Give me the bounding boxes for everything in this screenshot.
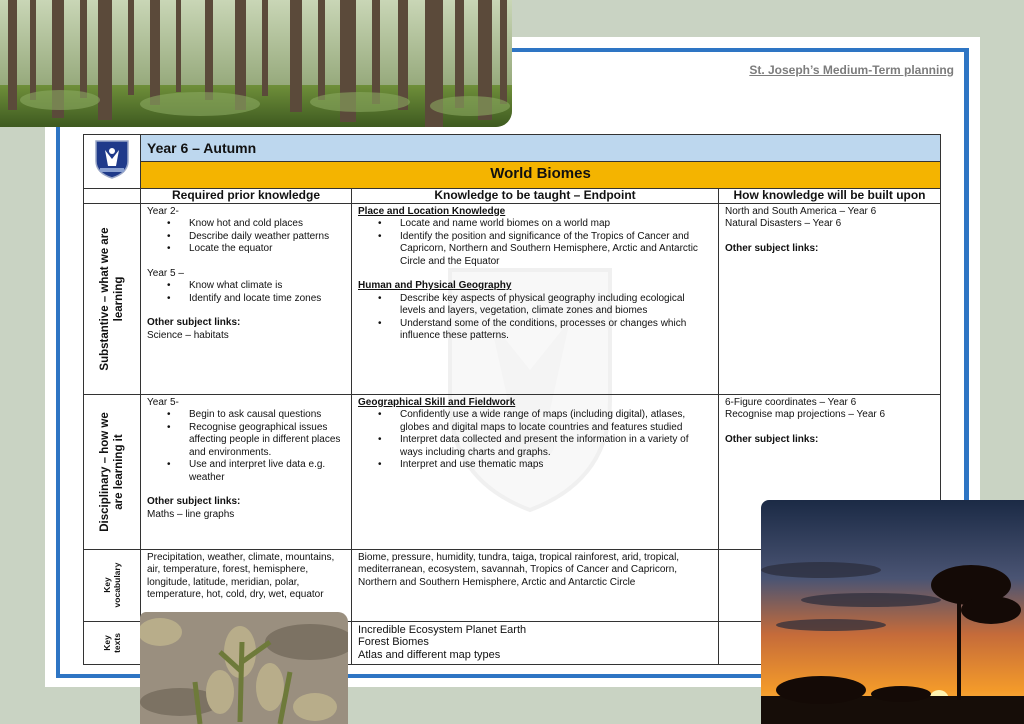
- substantive-taught-cell: Place and Location Knowledge • Locate and name world biomes on a world map • Identify the position and significance of the Tropics of Cancer and Capricorn, Northern and Southern Hemisphere, Arctic and Antarctic Circle and the Equator Human and Physical Geography • Describe key aspects of physical geography including ecological levels and layers, vegetation, climate zones and biomes • Understand some of the conditions, processes or changes which influence these patterns.: [352, 203, 719, 394]
- column-header-prior: Required prior knowledge: [141, 188, 352, 203]
- list-item: Incredible Ecosystem Planet Earth: [358, 623, 527, 636]
- list-item: • Know hot and cold places: [147, 218, 345, 231]
- list-item: • Interpret data collected and present the information in a variety of ways including charts and graphs.: [358, 434, 712, 459]
- list-item: • Locate the equator: [147, 243, 345, 256]
- document-header-title: St. Joseph’s Medium-Term planning: [749, 63, 954, 77]
- list-item: • Understand some of the conditions, processes or changes which influence these patterns.: [358, 318, 712, 343]
- substantive-prior-cell: Year 2- • Know hot and cold places • Describe daily weather patterns • Locate the equator Year 5 – • Know what climate is • Identify and locate time zones Other subject links: Science – habitats: [141, 203, 352, 394]
- substantive-built-cell: North and South America – Year 6 Natural Disasters – Year 6 Other subject links:: [719, 203, 941, 394]
- list-item: • Identify the position and significance of the Tropics of Cancer and Capricorn, Northern and Southern Hemisphere, Arctic and Antarctic Circle and the Equator: [358, 231, 712, 269]
- list-item: • Begin to ask causal questions: [147, 409, 345, 422]
- row-header-substantive: Substantive – what we are learning: [84, 203, 141, 394]
- list-item: • Describe key aspects of physical geography including ecological levels and layers, vegetation, climate zones and biomes: [358, 293, 712, 318]
- column-header-taught: Knowledge to be taught – Endpoint: [352, 188, 719, 203]
- disciplinary-built-cell: 6-Figure coordinates – Year 6 Recognise map projections – Year 6 Other subject links:: [719, 394, 941, 549]
- column-header-built: How knowledge will be built upon: [719, 188, 941, 203]
- school-logo-cell: [84, 135, 141, 189]
- disciplinary-taught-cell: Geographical Skill and Fieldwork • Confidently use a wide range of maps (including digital), atlases, globes and digital maps to locate countries and features studied • Interpret data collected and present the information in a variety of ways including charts and graphs. • Interpret and use thematic maps: [352, 394, 719, 549]
- vocabulary-taught-cell: Biome, pressure, humidity, tundra, taiga, tropical rainforest, arid, tropical, mediterranean, ecosystem, savannah, Tropics of Cancer and Capricorn, Northern and Southern Hemisphere, Arctic and Antarctic Circle: [352, 549, 719, 621]
- year-term-heading: Year 6 – Autumn: [141, 135, 941, 162]
- list-item: • Know what climate is: [147, 280, 345, 293]
- list-item: • Use and interpret live data e.g. weather: [147, 459, 345, 484]
- vocabulary-prior-cell: Precipitation, weather, climate, mountains, air, temperature, forest, hemisphere, longitude, latitude, meridian, polar, temperature, hot, cold, dry, wet, equator: [141, 549, 352, 621]
- row-header-texts: Key texts: [84, 621, 141, 664]
- list-item: • Recognise geographical issues affecting people in different places and environments.: [147, 422, 345, 460]
- desert-cactus-photo: [140, 612, 348, 724]
- list-item: Forest Biomes: [358, 636, 429, 648]
- list-item: • Interpret and use thematic maps: [358, 459, 712, 472]
- list-item: • Locate and name world biomes on a world map: [358, 218, 712, 231]
- school-crest-icon: [94, 139, 130, 179]
- list-item: • Describe daily weather patterns: [147, 231, 345, 244]
- row-header-disciplinary: Disciplinary – how we are learning it: [84, 394, 141, 549]
- list-item: • Identify and locate time zones: [147, 293, 345, 306]
- topic-heading: World Biomes: [141, 161, 941, 188]
- list-item: • Confidently use a wide range of maps (including digital), atlases, globes and digital maps to locate countries and features studied: [358, 409, 712, 434]
- list-item: Atlas and different map types: [358, 648, 501, 661]
- texts-taught-cell: [352, 621, 719, 664]
- disciplinary-prior-cell: Year 5- • Begin to ask causal questions • Recognise geographical issues affecting people in different places and environments. • Use and interpret live data e.g. weather Other subject links: Maths – line graphs: [141, 394, 352, 549]
- savannah-sunset-photo: [761, 500, 1024, 724]
- corner-cell: [84, 188, 141, 203]
- forest-photo: [0, 0, 512, 127]
- row-header-vocabulary: Key vocabulary: [84, 549, 141, 621]
